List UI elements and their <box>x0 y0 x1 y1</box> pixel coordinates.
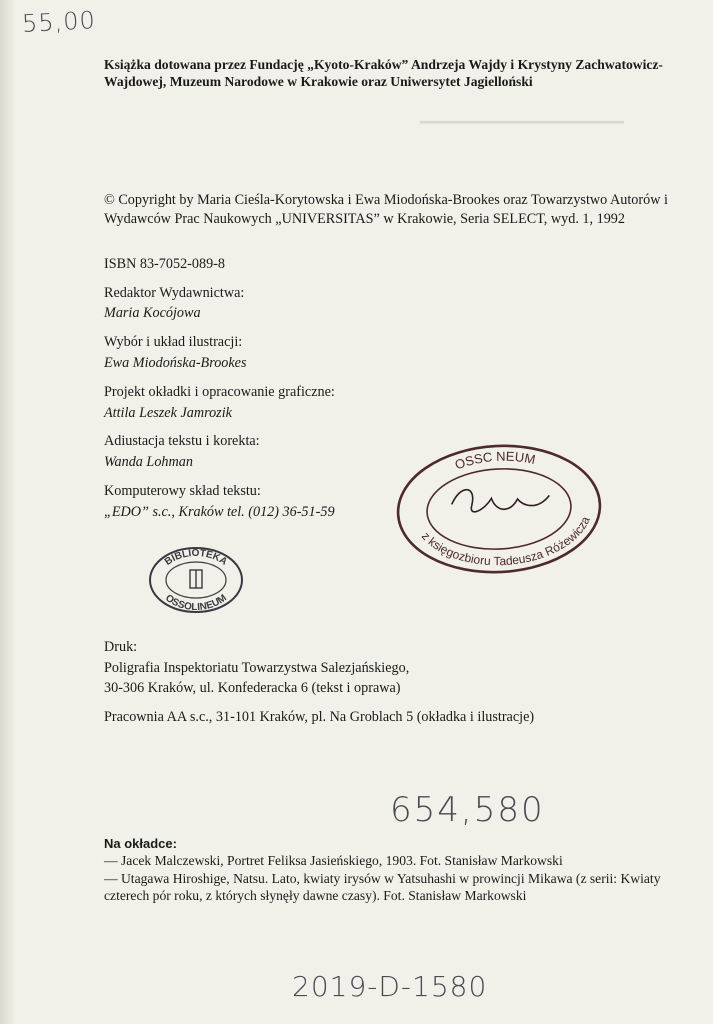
svg-text:BIBLIOTEKA <box>163 548 229 568</box>
credit-label-proofreading: Adiustacja tekstu i korekta: <box>104 433 260 449</box>
handwritten-shelfmark: 2019-D-1580 <box>292 970 488 1003</box>
signature-scribble <box>451 485 550 513</box>
cover-item-2: — Utagawa Hiroshige, Natsu. Lato, kwiaty irysów w Yatsuhashi w prowincji Mikawa (z serii: Kwiaty czterech pór roku, z których słynęły dawne czasy). Fot. Stanisław Markowski <box>104 870 661 903</box>
credit-value-cover-design: Attila Leszek Jamrozik <box>104 405 232 421</box>
cover-item-1: — Jacek Malczewski, Portret Feliksa Jasieńskiego, 1903. Fot. Stanisław Markowski <box>104 853 563 868</box>
show-through-title: ──────── <box>420 100 625 141</box>
stamp-small-bottom-text: OSSOLINEUM <box>163 592 229 614</box>
credit-value-editor: Maria Kocójowa <box>104 305 201 321</box>
credit-label-illustrations: Wybór i układ ilustracji: <box>104 334 243 350</box>
print-line-2: 30-306 Kraków, ul. Konfederacka 6 (tekst i oprawa) <box>104 680 401 696</box>
stamp-small-top-text: BIBLIOTEKA <box>162 547 230 568</box>
copyright-notice: © Copyright by Maria Cieśla-Korytowska i Ewa Miodońska-Brookes oraz Towarzystwo Autorów i Wydawców Prac Naukowych „UNIVERSITAS” w Krakowie, Seria SELECT, wyd. 1, 1992 <box>104 192 668 227</box>
credit-label-cover-design: Projekt okładki i opracowanie graficzne: <box>104 384 335 400</box>
credit-label-editor: Redaktor Wydawnictwa: <box>104 285 245 301</box>
library-stamp-small <box>146 544 246 616</box>
svg-text:OSSOLINEUM <box>163 593 229 613</box>
cover-list <box>104 852 676 905</box>
isbn: ISBN 83-7052-089-8 <box>104 256 225 272</box>
cover-heading: Na okładce: <box>104 836 177 851</box>
handwritten-price: 55,00 <box>21 6 97 38</box>
print-line-3: Pracownia AA s.c., 31-101 Kraków, pl. Na Groblach 5 (okładka i ilustracje) <box>104 709 535 725</box>
credit-value-typesetting: „EDO” s.c., Kraków tel. (012) 36-51-59 <box>104 504 335 520</box>
sponsor-note: Książka dotowana przez Fundację „Kyoto-Kraków” Andrzeja Wajdy i Krystyny Zachwatowicz-Wajdowej, Muzeum Narodowe w Krakowie oraz Uniwersytet Jagielloński <box>104 57 663 89</box>
credit-label-typesetting: Komputerowy skład tekstu: <box>104 483 261 499</box>
stamp-large-bottom-text: z księgozbioru Tadeusza Różewicza <box>418 514 593 569</box>
print-line-1: Poligrafia Inspektoriatu Towarzystwa Salezjańskiego, <box>104 660 410 676</box>
handwritten-inventory-number: 654,580 <box>390 790 545 830</box>
print-heading: Druk: <box>104 639 138 655</box>
stamp-large-top-text: OSSC NEUM <box>452 448 537 473</box>
collection-stamp-graphic <box>392 438 606 580</box>
collection-stamp <box>392 438 606 580</box>
credit-value-illustrations: Ewa Miodońska-Brookes <box>104 355 247 371</box>
credit-value-proofreading: Wanda Lohman <box>104 454 193 470</box>
library-stamp-small-graphic <box>146 544 246 616</box>
page-edge-shadow <box>0 0 14 1024</box>
